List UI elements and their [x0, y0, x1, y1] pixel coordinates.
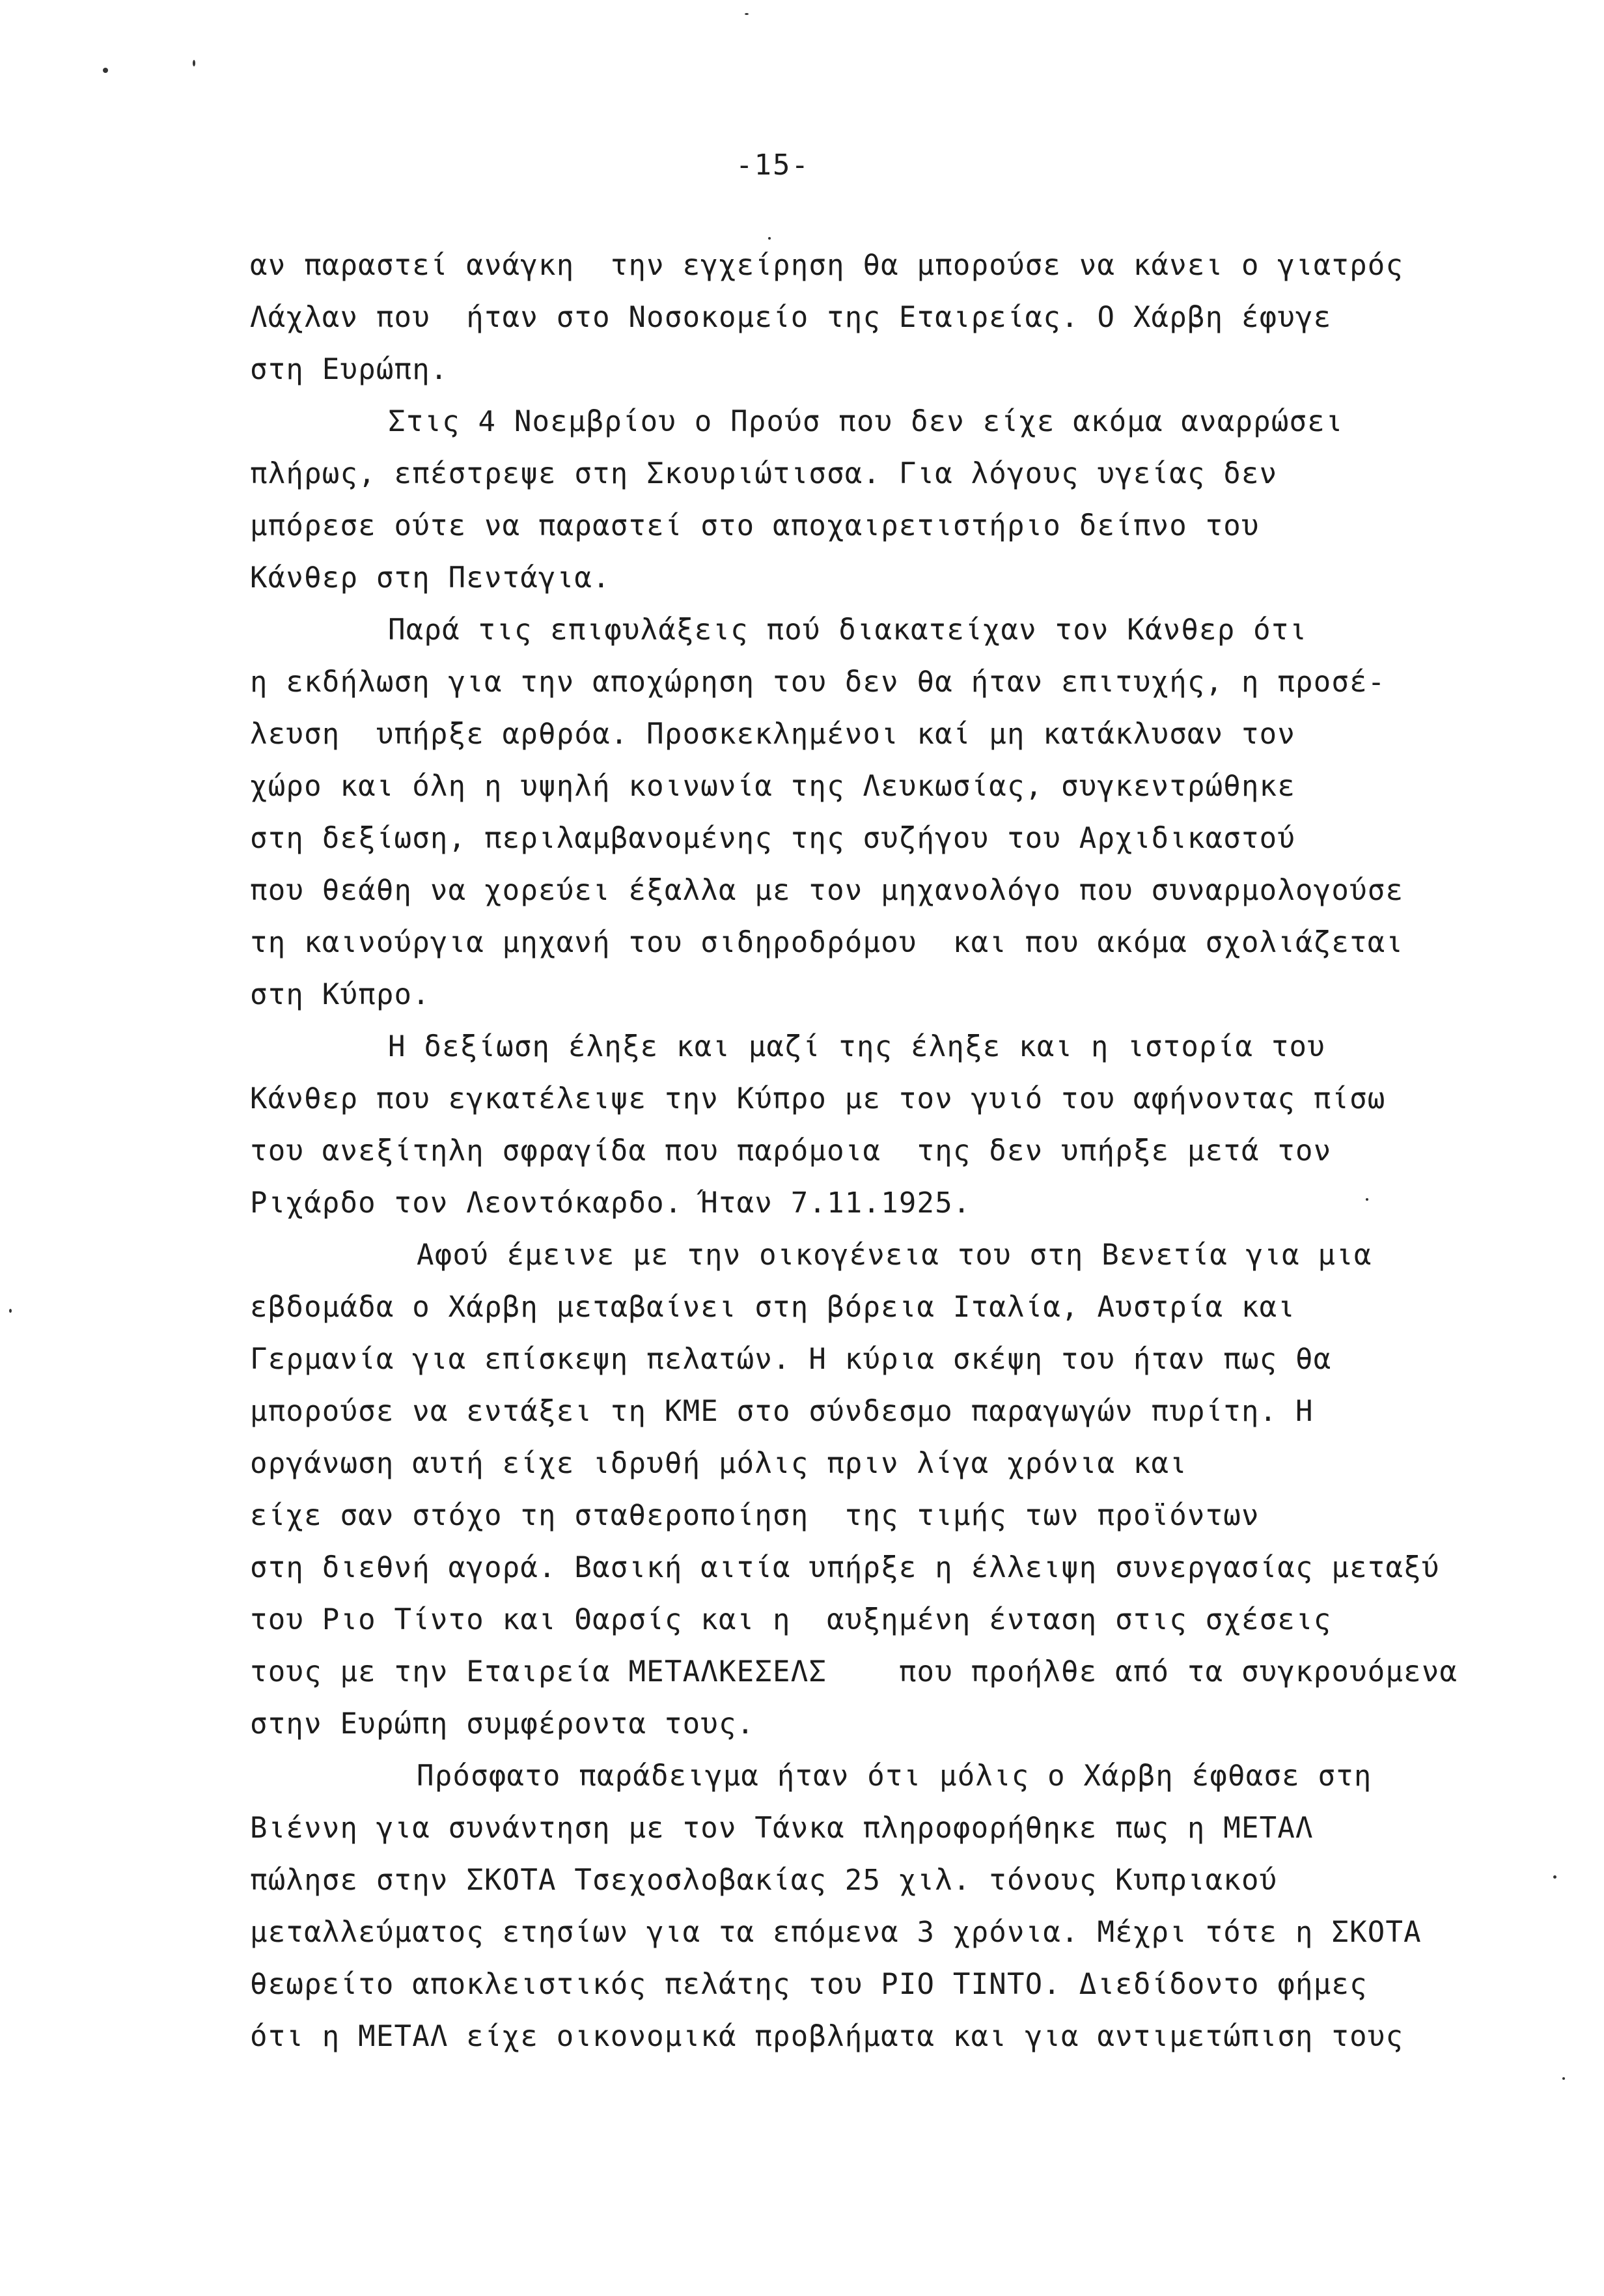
text-line: στη Κύπρο.: [250, 978, 430, 1011]
text-line: εβδομάδα ο Χάρβη μεταβαίνει στη βόρεια Ιταλία, Αυστρία και: [250, 1291, 1296, 1324]
text-line: πλήρως, επέστρεψε στη Σκουριώτισσα. Για λόγους υγείας δεν: [250, 457, 1278, 490]
paragraph-4: [250, 1021, 1571, 1229]
text-line: θεωρείτο αποκλειστικός πελάτης του ΡΙΟ ΤΙΝΤΟ. Διεδίδοντο φήμες: [250, 1968, 1368, 2001]
paragraph-3: [250, 604, 1571, 1021]
scan-speck: [9, 1309, 12, 1313]
text-line: Ριχάρδο τον Λεοντόκαρδο. Ήταν 7.11.1925.: [250, 1186, 971, 1220]
text-line: Γερμανία για επίσκεψη πελατών. Η κύρια σκέψη του ήταν πως θα: [250, 1343, 1332, 1376]
text-line: μεταλλεύματος ετησίων για τα επόμενα 3 χρόνια. Μέχρι τότε η ΣΚΟΤΑ: [250, 1916, 1422, 1949]
text-line: πώλησε στην ΣΚΟΤΑ Τσεχοσλοβακίας 25 χιλ. τόνους Κυπριακού: [250, 1864, 1278, 1897]
text-line: Βιέννη για συνάντηση με τον Τάνκα πληροφορήθηκε πως η ΜΕΤΑΛ: [250, 1812, 1314, 1845]
text-line: Κάνθερ που εγκατέλειψε την Κύπρο με τον γυιό του αφήνοντας πίσω: [250, 1082, 1386, 1115]
text-line: τη καινούργια μηχανή του σιδηροδρόμου και που ακόμα σχολιάζεται: [250, 926, 1404, 959]
text-line: μπόρεσε ούτε να παραστεί στο αποχαιρετιστήριο δείπνο του: [250, 509, 1260, 542]
body-text: [250, 240, 1571, 2063]
paragraph-2: [250, 396, 1571, 604]
text-line: η εκδήλωση για την αποχώρηση του δεν θα ήταν επιτυχής, η προσέ-: [250, 665, 1386, 699]
text-line: του Ριο Τίντο και Θαρσίς και η αυξημένη ένταση στις σχέσεις: [250, 1603, 1332, 1636]
scan-speck: [1562, 2077, 1565, 2080]
text-line: Κάνθερ στη Πεντάγια.: [250, 561, 611, 595]
text-line: του ανεξίτηλη σφραγίδα που παρόμοια της δεν υπήρξε μετά τον: [250, 1134, 1332, 1168]
text-line: είχε σαν στόχο τη σταθεροποίηση της τιμής των προϊόντων: [250, 1499, 1260, 1532]
text-line: οργάνωση αυτή είχε ιδρυθή μόλις πριν λίγα χρόνια και: [250, 1447, 1187, 1480]
text-line: στην Ευρώπη συμφέροντα τους.: [250, 1707, 755, 1741]
text-line: Παρά τις επιφυλάξεις πού διακατείχαν τον Κάνθερ ότι: [388, 613, 1308, 647]
text-line: ότι η ΜΕΤΑΛ είχε οικονομικά προβλήματα και για αντιμετώπιση τους: [250, 2020, 1404, 2053]
text-line: Λάχλαν που ήταν στο Νοσοκομείο της Εταιρείας. Ο Χάρβη έφυγε: [250, 301, 1332, 334]
text-line: Η δεξίωση έληξε και μαζί της έληξε και η ιστορία του: [388, 1030, 1325, 1063]
paragraph-1: [250, 240, 1571, 396]
text-line: Πρόσφατο παράδειγμα ήταν ότι μόλις ο Χάρβη έφθασε στη: [417, 1759, 1372, 1793]
text-line: Αφού έμεινε με την οικογένεια του στη Βενετία για μια: [417, 1239, 1372, 1272]
scan-speck: [745, 13, 749, 15]
text-line: στη Ευρώπη.: [250, 353, 449, 386]
text-line: λευση υπήρξε αρθρόα. Προσκεκλημένοι καί μη κατάκλυσαν τον: [250, 718, 1296, 751]
scan-speck: [103, 68, 108, 73]
text-line: μπορούσε να εντάξει τη ΚΜΕ στο σύνδεσμο παραγωγών πυρίτη. Η: [250, 1395, 1314, 1428]
scan-speck: [193, 60, 195, 66]
text-line: αν παραστεί ανάγκη την εγχείρηση θα μπορούσε να κάνει ο γιατρός: [250, 249, 1404, 282]
text-line: στη διεθνή αγορά. Βασική αιτία υπήρξε η έλλειψη συνεργασίας μεταξύ: [250, 1551, 1440, 1584]
paragraph-6: [250, 1750, 1571, 2063]
text-line: που θεάθη να χορεύει έξαλλα με τον μηχανολόγο που συναρμολογούσε: [250, 874, 1404, 907]
page-number: -15-: [736, 148, 810, 182]
text-line: χώρο και όλη η υψηλή κοινωνία της Λευκωσίας, συγκεντρώθηκε: [250, 770, 1296, 803]
text-line: Στις 4 Νοεμβρίου ο Προύσ που δεν είχε ακόμα αναρρώσει: [388, 405, 1344, 438]
paragraph-5: [250, 1229, 1571, 1750]
text-line: τους με την Εταιρεία ΜΕΤΑΛΚΕΣΕΛΣ που προήλθε από τα συγκρουόμενα: [250, 1655, 1458, 1688]
text-line: στη δεξίωση, περιλαμβανομένης της συζήγου του Αρχιδικαστού: [250, 822, 1296, 855]
